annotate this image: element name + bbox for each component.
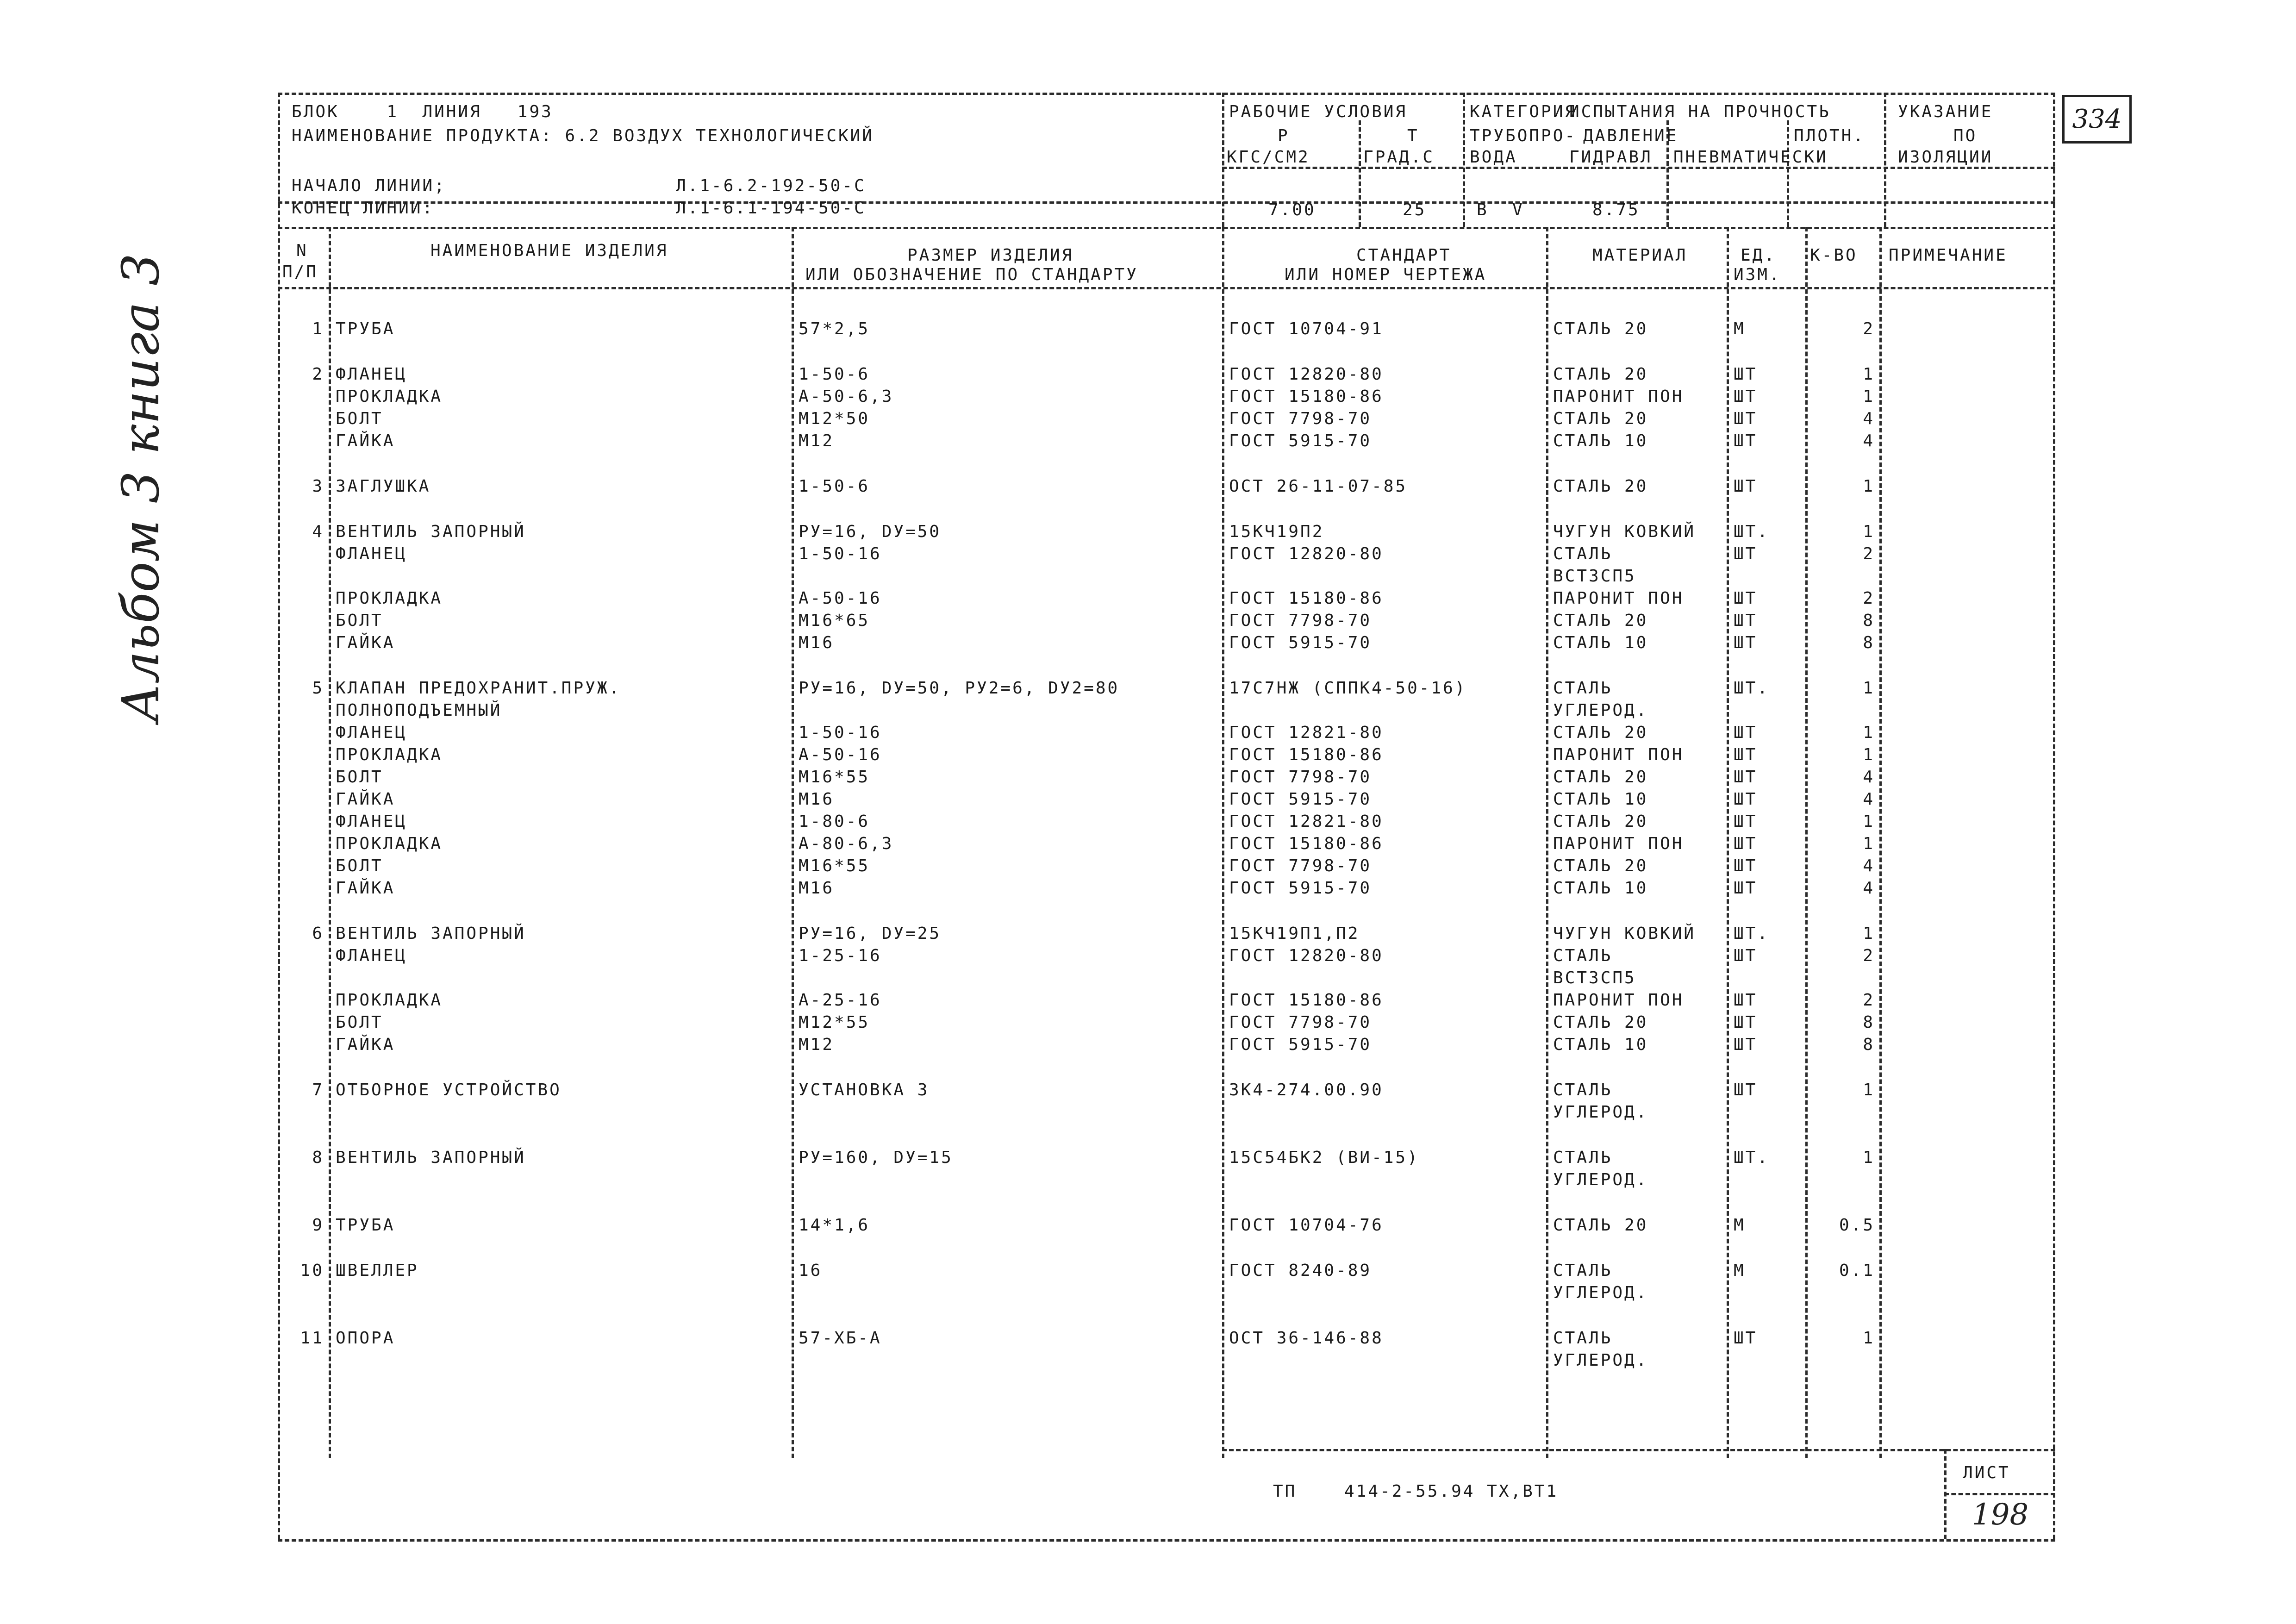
item-unit: ШТ (1734, 812, 1758, 831)
col-unit-header-2: ИЗМ. (1734, 265, 1781, 284)
item-standard: ГОСТ 15180-86 (1229, 834, 1384, 853)
item-size: А-50-6,3 (799, 387, 894, 406)
item-material: СТАЛЬ 20 (1553, 365, 1648, 384)
item-quantity: 4 (1863, 409, 1875, 428)
item-material: СТАЛЬ 20 (1553, 812, 1648, 831)
item-material: СТАЛЬ 20 (1553, 477, 1648, 496)
item-unit: ШТ (1734, 790, 1758, 809)
item-standard: 15КЧ19П1,П2 (1229, 924, 1360, 943)
item-standard: 15С54БК2 (ВИ-15) (1229, 1148, 1419, 1167)
item-unit: ШТ (1734, 834, 1758, 853)
item-standard: ОСТ 36-146-88 (1229, 1329, 1384, 1348)
item-quantity: 4 (1863, 431, 1875, 450)
item-name: ГАЙКА (336, 431, 395, 450)
col-name-header: НАИМЕНОВАНИЕ ИЗДЕЛИЯ (430, 241, 668, 260)
pressure-test-label: ДАВЛЕНИЕ (1583, 126, 1678, 145)
item-unit: ШТ (1734, 544, 1758, 563)
item-size: М12*55 (799, 1013, 870, 1032)
table-row (278, 1329, 2055, 1351)
document-frame (278, 93, 2055, 1546)
col-size-header-2: ИЛИ ОБОЗНАЧЕНИЕ ПО СТАНДАРТУ (805, 265, 1138, 284)
col-num-header-2: П/П (282, 262, 318, 281)
item-quantity: 1 (1863, 723, 1875, 742)
item-name: ВЕНТИЛЬ ЗАПОРНЫЙ (336, 924, 526, 943)
item-quantity: 1 (1863, 924, 1875, 943)
item-standard: ГОСТ 7798-70 (1229, 1013, 1372, 1032)
item-quantity: 8 (1863, 611, 1875, 630)
item-quantity: 2 (1863, 544, 1875, 563)
item-standard: ГОСТ 7798-70 (1229, 768, 1372, 787)
item-name: ОПОРА (336, 1329, 395, 1348)
table-row (278, 1035, 2055, 1057)
col-std-header: СТАНДАРТ (1356, 246, 1452, 265)
table-row (278, 1103, 2055, 1125)
item-unit: ШТ. (1734, 1148, 1770, 1167)
table-row (278, 1148, 2055, 1170)
item-name: БОЛТ (336, 611, 383, 630)
item-name: ФЛАНЕЦ (336, 365, 407, 384)
item-quantity: 0.5 (1839, 1216, 1875, 1235)
item-material: ЧУГУН КОВКИЙ (1553, 924, 1696, 943)
insulation-header-2: ПО (1953, 126, 1978, 145)
category-value: В V (1477, 200, 1524, 219)
item-material: СТАЛЬ 10 (1553, 633, 1648, 652)
item-quantity: 2 (1863, 319, 1875, 338)
row-number: 5 (312, 679, 324, 698)
row-number: 10 (300, 1261, 324, 1280)
table-row (278, 409, 2055, 431)
item-size: 1-50-16 (799, 723, 882, 742)
item-name: ПРОКЛАДКА (336, 589, 443, 608)
item-material: УГЛЕРОД. (1553, 1170, 1648, 1189)
item-unit: ШТ. (1734, 924, 1770, 943)
row-number: 11 (300, 1329, 324, 1348)
item-quantity: 8 (1863, 1035, 1875, 1054)
item-unit: М (1734, 1261, 1746, 1280)
item-quantity: 2 (1863, 946, 1875, 965)
table-row (278, 924, 2055, 946)
item-quantity: 1 (1863, 834, 1875, 853)
col-note-header: ПРИМЕЧАНИЕ (1889, 246, 2008, 265)
hydraulic-label: ГИДРАВЛ (1569, 148, 1653, 167)
item-standard: ГОСТ 15180-86 (1229, 589, 1384, 608)
item-standard: 15КЧ19П2 (1229, 522, 1324, 541)
item-unit: М (1734, 319, 1746, 338)
table-row (278, 611, 2055, 633)
item-material: СТАЛЬ 20 (1553, 611, 1648, 630)
item-size: 14*1,6 (799, 1216, 870, 1235)
item-material: ПАРОНИТ ПОН (1553, 745, 1684, 764)
item-material: УГЛЕРОД. (1553, 1103, 1648, 1122)
table-row (278, 477, 2055, 499)
item-unit: ШТ (1734, 768, 1758, 787)
item-quantity: 0.1 (1839, 1261, 1875, 1280)
item-standard: ОСТ 26-11-07-85 (1229, 477, 1408, 496)
item-material: СТАЛЬ 20 (1553, 768, 1648, 787)
item-quantity: 1 (1863, 522, 1875, 541)
temperature-label: Т (1407, 126, 1419, 145)
table-row (278, 834, 2055, 856)
item-name: ФЛАНЕЦ (336, 544, 407, 563)
item-unit: ШТ (1734, 1035, 1758, 1054)
item-material: СТАЛЬ 10 (1553, 879, 1648, 898)
item-name: ПРОКЛАДКА (336, 745, 443, 764)
item-standard: ГОСТ 15180-86 (1229, 745, 1384, 764)
item-name: ОТБОРНОЕ УСТРОЙСТВО (336, 1081, 562, 1099)
item-name: БОЛТ (336, 409, 383, 428)
line-start-value: Л.1-6.2-192-50-С (676, 176, 866, 195)
item-standard: ГОСТ 5915-70 (1229, 790, 1372, 809)
table-row (278, 589, 2055, 611)
line-end-label: КОНЕЦ ЛИНИИ: (292, 199, 435, 218)
item-material: СТАЛЬ 20 (1553, 1013, 1648, 1032)
table-row (278, 1170, 2055, 1193)
item-size: РУ=16, DУ=50 (799, 522, 942, 541)
item-name: ПРОКЛАДКА (336, 387, 443, 406)
row-number: 3 (312, 477, 324, 496)
item-standard: ГОСТ 5915-70 (1229, 633, 1372, 652)
table-row (278, 968, 2055, 991)
table-row (278, 790, 2055, 812)
item-standard: ГОСТ 15180-86 (1229, 387, 1384, 406)
item-standard: ГОСТ 12820-80 (1229, 365, 1384, 384)
item-name: ПРОКЛАДКА (336, 991, 443, 1010)
item-size: А-50-16 (799, 745, 882, 764)
table-row (278, 812, 2055, 834)
item-size: 1-50-6 (799, 365, 870, 384)
item-quantity: 8 (1863, 1013, 1875, 1032)
table-row (278, 745, 2055, 768)
item-material: СТАЛЬ 10 (1553, 790, 1648, 809)
product-name: НАИМЕНОВАНИЕ ПРОДУКТА: 6.2 ВОЗДУХ ТЕХНОЛОГИЧЕСКИЙ (292, 126, 874, 145)
item-name: ПРОКЛАДКА (336, 834, 443, 853)
item-unit: ШТ (1734, 991, 1758, 1010)
item-name: ФЛАНЕЦ (336, 812, 407, 831)
item-size: М16 (799, 633, 835, 652)
item-unit: ШТ. (1734, 679, 1770, 698)
col-std-header-2: ИЛИ НОМЕР ЧЕРТЕЖА (1285, 265, 1487, 284)
item-material: УГЛЕРОД. (1553, 1283, 1648, 1302)
sheet-number: 198 (1972, 1498, 2029, 1532)
pressure-unit: КГС/СМ2 (1227, 148, 1310, 167)
item-quantity: 1 (1863, 745, 1875, 764)
item-unit: ШТ (1734, 589, 1758, 608)
item-size: А-50-16 (799, 589, 882, 608)
insulation-header-3: ИЗОЛЯЦИИ (1898, 148, 1993, 167)
item-standard: ГОСТ 12821-80 (1229, 812, 1384, 831)
item-standard: ГОСТ 7798-70 (1229, 409, 1372, 428)
item-standard: ГОСТ 5915-70 (1229, 1035, 1372, 1054)
item-unit: ШТ (1734, 633, 1758, 652)
item-unit: ШТ (1734, 1081, 1758, 1099)
item-unit: ШТ (1734, 745, 1758, 764)
item-material: ПАРОНИТ ПОН (1553, 991, 1684, 1010)
item-name: ПОЛНОПОДЪЕМНЫЙ (336, 701, 502, 720)
item-name: БОЛТ (336, 768, 383, 787)
table-row (278, 946, 2055, 968)
block-line-label: БЛОК 1 ЛИНИЯ 193 (292, 102, 553, 121)
item-unit: ШТ (1734, 723, 1758, 742)
item-quantity: 4 (1863, 879, 1875, 898)
item-material: УГЛЕРОД. (1553, 1351, 1648, 1370)
col-unit-header: ЕД. (1741, 246, 1777, 265)
table-row (278, 701, 2055, 723)
strength-test-title: ИСПЫТАНИЯ НА ПРОЧНОСТЬ (1569, 102, 1831, 121)
item-size: 16 (799, 1261, 823, 1280)
item-size: А-80-6,3 (799, 834, 894, 853)
item-material: СТАЛЬ (1553, 544, 1613, 563)
pressure-value: 7.00 (1268, 200, 1316, 219)
item-size: М16*55 (799, 856, 870, 875)
item-quantity: 1 (1863, 365, 1875, 384)
item-quantity: 1 (1863, 1081, 1875, 1099)
item-unit: ШТ (1734, 365, 1758, 384)
table-row (278, 633, 2055, 656)
item-name: ГАЙКА (336, 633, 395, 652)
item-quantity: 4 (1863, 856, 1875, 875)
item-quantity: 4 (1863, 790, 1875, 809)
item-size: 57*2,5 (799, 319, 870, 338)
item-size: 1-25-16 (799, 946, 882, 965)
item-standard: ГОСТ 7798-70 (1229, 856, 1372, 875)
item-name: ТРУБА (336, 319, 395, 338)
item-name: ВЕНТИЛЬ ЗАПОРНЫЙ (336, 1148, 526, 1167)
item-material: ВСТ3СП5 (1553, 968, 1636, 987)
col-qty-header: К-ВО (1810, 246, 1858, 265)
table-row (278, 1283, 2055, 1305)
item-size: М12 (799, 431, 835, 450)
document-code: ТП 414-2-55.94 ТХ,ВТ1 (1273, 1482, 1559, 1501)
table-row (278, 319, 2055, 342)
item-material: ПАРОНИТ ПОН (1553, 387, 1684, 406)
sheet-label: ЛИСТ (1963, 1463, 2010, 1482)
table-row (278, 1261, 2055, 1283)
item-unit: ШТ (1734, 611, 1758, 630)
hydraulic-value: 8.75 (1592, 200, 1640, 219)
item-unit: ШТ (1734, 477, 1758, 496)
item-size: А-25-16 (799, 991, 882, 1010)
table-row (278, 856, 2055, 879)
table-row (278, 431, 2055, 454)
item-material: СТАЛЬ (1553, 1261, 1613, 1280)
item-material: СТАЛЬ 20 (1553, 856, 1648, 875)
row-number: 7 (312, 1081, 324, 1099)
item-size: М12 (799, 1035, 835, 1054)
item-quantity: 1 (1863, 477, 1875, 496)
item-material: ПАРОНИТ ПОН (1553, 589, 1684, 608)
temperature-unit: ГРАД.С (1363, 148, 1435, 167)
density-label: ПЛОТН. (1794, 126, 1866, 145)
item-standard: 3К4-274.00.90 (1229, 1081, 1384, 1099)
table-row (278, 544, 2055, 567)
item-quantity: 4 (1863, 768, 1875, 787)
side-handwritten-note: Альбом 3 книга 3 (111, 253, 170, 722)
item-quantity: 1 (1863, 1329, 1875, 1348)
item-name: ФЛАНЕЦ (336, 723, 407, 742)
item-standard: ГОСТ 15180-86 (1229, 991, 1384, 1010)
category-header-3: ВОДА (1470, 148, 1517, 167)
category-header: КАТЕГОРИЯ (1470, 102, 1577, 121)
items-table-body (278, 319, 2055, 1458)
row-number: 6 (312, 924, 324, 943)
item-quantity: 2 (1863, 991, 1875, 1010)
work-conditions-header: РАБОЧИЕ УСЛОВИЯ (1229, 102, 1408, 121)
item-name: БОЛТ (336, 856, 383, 875)
item-material: СТАЛЬ (1553, 679, 1613, 698)
item-size: 1-80-6 (799, 812, 870, 831)
line-start-label: НАЧАЛО ЛИНИИ; (292, 176, 446, 195)
table-row (278, 522, 2055, 544)
item-size: 1-50-16 (799, 544, 882, 563)
item-unit: ШТ (1734, 879, 1758, 898)
item-unit: М (1734, 1216, 1746, 1235)
table-row (278, 387, 2055, 409)
item-material: СТАЛЬ 20 (1553, 409, 1648, 428)
item-standard: 17С7НЖ (СППК4-50-16) (1229, 679, 1467, 698)
item-size: РУ=16, DУ=50, РУ2=6, DУ2=80 (799, 679, 1120, 698)
row-number: 9 (312, 1216, 324, 1235)
temperature-value: 25 (1403, 200, 1427, 219)
item-name: ФЛАНЕЦ (336, 946, 407, 965)
item-name: ТРУБА (336, 1216, 395, 1235)
item-size: М16*55 (799, 768, 870, 787)
item-size: М16 (799, 879, 835, 898)
item-material: СТАЛЬ (1553, 1329, 1613, 1348)
item-standard: ГОСТ 12820-80 (1229, 946, 1384, 965)
item-size: М16 (799, 790, 835, 809)
insulation-header: УКАЗАНИЕ (1898, 102, 1993, 121)
table-row (278, 991, 2055, 1013)
item-size: М16*65 (799, 611, 870, 630)
item-size: РУ=16, DУ=25 (799, 924, 942, 943)
item-material: СТАЛЬ 20 (1553, 1216, 1648, 1235)
item-size: 57-ХБ-А (799, 1329, 882, 1348)
item-standard: ГОСТ 5915-70 (1229, 879, 1372, 898)
item-name: КЛАПАН ПРЕДОХРАНИТ.ПРУЖ. (336, 679, 621, 698)
item-material: СТАЛЬ (1553, 1081, 1613, 1099)
item-standard: ГОСТ 10704-91 (1229, 319, 1384, 338)
col-size-header: РАЗМЕР ИЗДЕЛИЯ (907, 246, 1074, 265)
table-row (278, 768, 2055, 790)
item-material: ВСТ3СП5 (1553, 567, 1636, 586)
col-num-header: N (296, 241, 308, 260)
item-material: ЧУГУН КОВКИЙ (1553, 522, 1696, 541)
item-material: УГЛЕРОД. (1553, 701, 1648, 720)
category-header-2: ТРУБОПРО- (1470, 126, 1577, 145)
item-unit: ШТ (1734, 387, 1758, 406)
item-name: ШВЕЛЛЕР (336, 1261, 419, 1280)
item-name: ЗАГЛУШКА (336, 477, 431, 496)
item-size: М12*50 (799, 409, 870, 428)
table-row (278, 1351, 2055, 1373)
item-quantity: 1 (1863, 679, 1875, 698)
item-standard: ГОСТ 10704-76 (1229, 1216, 1384, 1235)
item-quantity: 1 (1863, 387, 1875, 406)
item-material: СТАЛЬ 20 (1553, 319, 1648, 338)
row-number: 1 (312, 319, 324, 338)
item-material: СТАЛЬ (1553, 946, 1613, 965)
item-material: СТАЛЬ 10 (1553, 1035, 1648, 1054)
item-quantity: 8 (1863, 633, 1875, 652)
item-size: УСТАНОВКА 3 (799, 1081, 930, 1099)
item-standard: ГОСТ 5915-70 (1229, 431, 1372, 450)
item-unit: ШТ (1734, 409, 1758, 428)
item-standard: ГОСТ 8240-89 (1229, 1261, 1372, 1280)
row-number: 8 (312, 1148, 324, 1167)
table-row (278, 879, 2055, 901)
table-row (278, 1013, 2055, 1035)
item-name: БОЛТ (336, 1013, 383, 1032)
table-row (278, 1081, 2055, 1103)
item-unit: ШТ (1734, 431, 1758, 450)
corner-page-stamp: 334 (2062, 95, 2132, 144)
item-standard: ГОСТ 12820-80 (1229, 544, 1384, 563)
item-unit: ШТ (1734, 1013, 1758, 1032)
item-name: ВЕНТИЛЬ ЗАПОРНЫЙ (336, 522, 526, 541)
item-quantity: 2 (1863, 589, 1875, 608)
item-unit: ШТ (1734, 946, 1758, 965)
item-name: ГАЙКА (336, 790, 395, 809)
item-standard: ГОСТ 12821-80 (1229, 723, 1384, 742)
item-standard: ГОСТ 7798-70 (1229, 611, 1372, 630)
item-name: ГАЙКА (336, 1035, 395, 1054)
line-end-value: Л.1-6.1-194-50-С (676, 199, 866, 218)
item-material: СТАЛЬ 10 (1553, 431, 1648, 450)
pressure-label: Р (1278, 126, 1290, 145)
table-row (278, 1216, 2055, 1238)
item-unit: ШТ. (1734, 522, 1770, 541)
table-row (278, 567, 2055, 589)
item-unit: ШТ (1734, 856, 1758, 875)
item-material: СТАЛЬ 20 (1553, 723, 1648, 742)
table-row (278, 679, 2055, 701)
pneumatic-label: ПНЕВМАТИЧЕСКИ (1673, 148, 1828, 167)
item-unit: ШТ (1734, 1329, 1758, 1348)
item-name: ГАЙКА (336, 879, 395, 898)
table-row (278, 365, 2055, 387)
item-size: РУ=160, DУ=15 (799, 1148, 953, 1167)
item-material: СТАЛЬ (1553, 1148, 1613, 1167)
table-row (278, 723, 2055, 745)
item-quantity: 1 (1863, 1148, 1875, 1167)
item-quantity: 1 (1863, 812, 1875, 831)
col-material-header: МАТЕРИАЛ (1592, 246, 1688, 265)
row-number: 4 (312, 522, 324, 541)
item-size: 1-50-6 (799, 477, 870, 496)
row-number: 2 (312, 365, 324, 384)
item-material: ПАРОНИТ ПОН (1553, 834, 1684, 853)
